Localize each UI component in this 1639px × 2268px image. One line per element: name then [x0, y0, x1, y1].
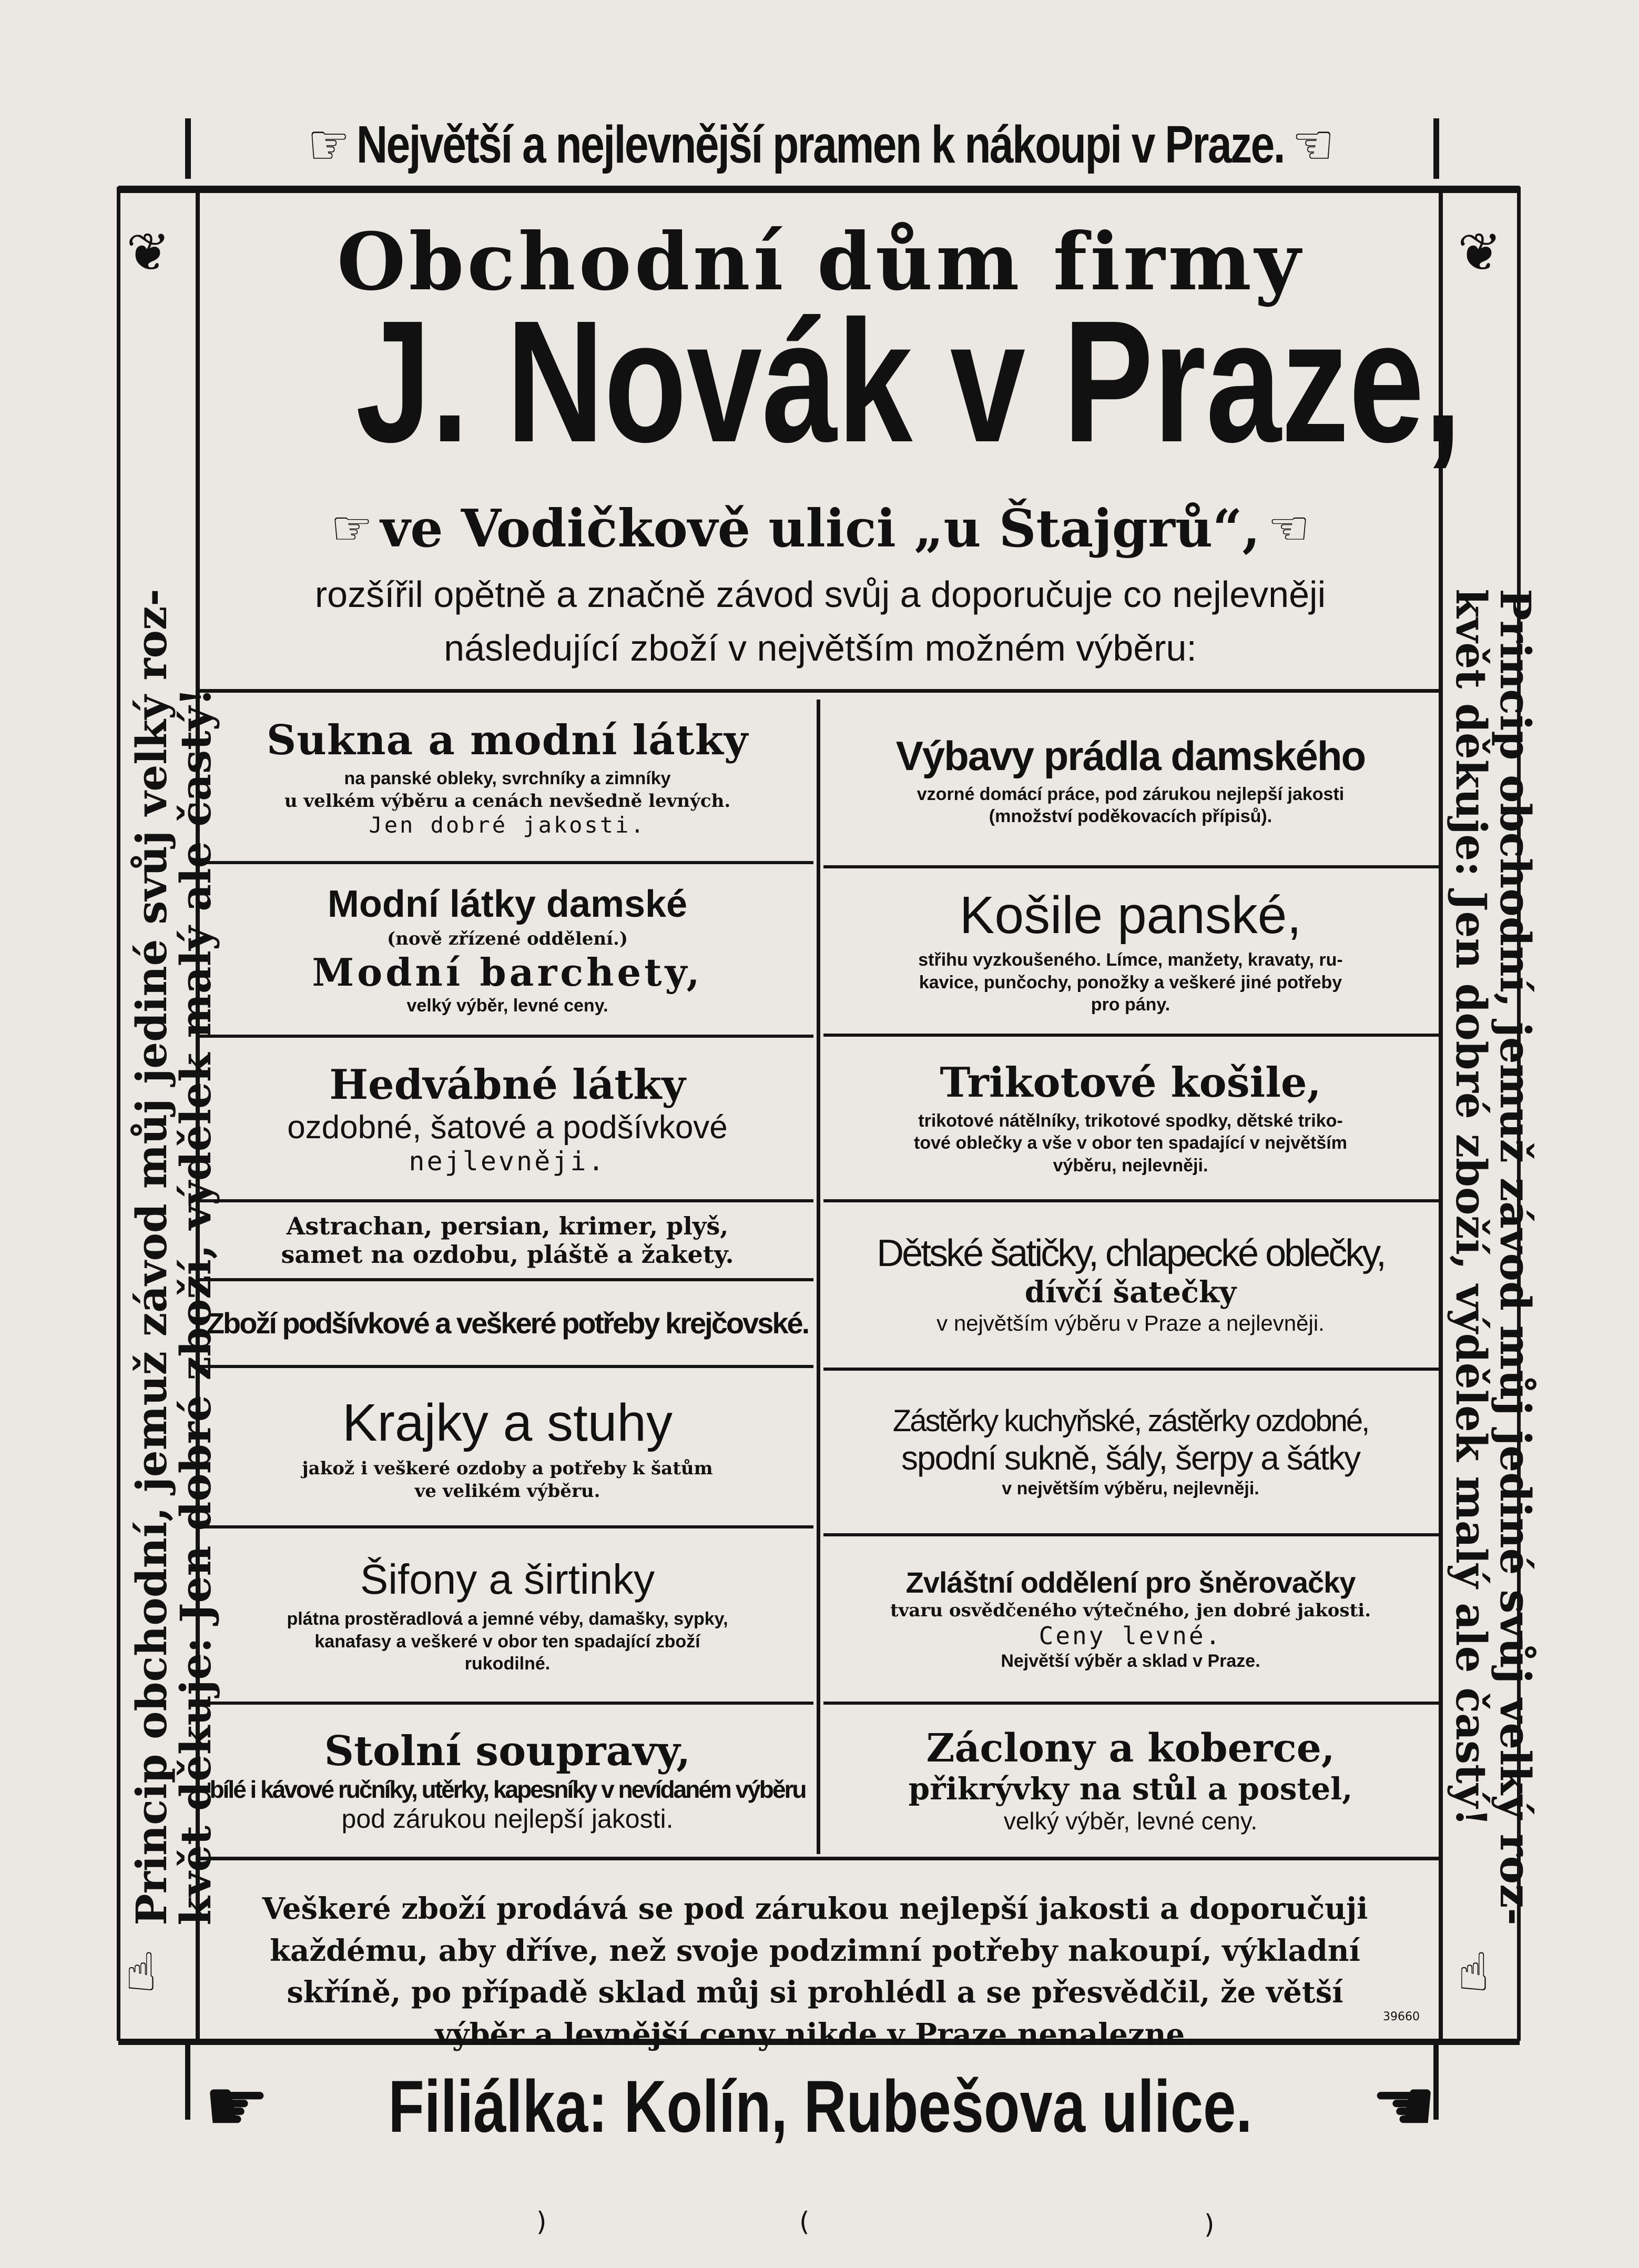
- left-rule-6: [196, 1525, 813, 1528]
- bottom-banner: [200, 2063, 1441, 2149]
- cell-line: tvaru osvědčeného výtečného, jen dobré jakosti.: [890, 1599, 1371, 1621]
- firm-name-text: J. Novák v Praze,: [355, 284, 1462, 478]
- cell-title-2: Ceny levné.: [1039, 1622, 1223, 1650]
- cell-tail: v největším výběru, nejlevněji.: [1002, 1479, 1259, 1499]
- pointing-hand-right-icon: ☛: [203, 2063, 270, 2149]
- cell-line: kanafasy a veškeré v obor ten spadající zboží: [314, 1631, 700, 1652]
- left-rule-3: [196, 1199, 813, 1202]
- frame-bottom-left-vbar: [185, 2043, 190, 2120]
- right-cell-zaclony: [826, 1707, 1436, 1854]
- left-cell-sukna: [202, 697, 812, 857]
- footer-line-2: každému, aby dříve, než svoje podzimní potřeby nakoupí, výkladní: [270, 1933, 1360, 1968]
- pointing-hand-left-icon: ☜: [1291, 111, 1333, 178]
- firm-heading: Obchodní dům firmy: [337, 216, 1304, 308]
- cell-title: Modní látky damské: [327, 883, 688, 925]
- right-rule-6: [823, 1702, 1439, 1705]
- left-rule-1: [196, 861, 813, 864]
- cell-title: Šifony a širtinky: [360, 1556, 655, 1603]
- right-cell-kosile-panske: [826, 870, 1436, 1031]
- frame-rule-top: [118, 186, 1520, 193]
- cell-line: trikotové nátělníky, trikotové spodky, dětské triko-: [918, 1110, 1343, 1131]
- cell-line: výběru, nejlevněji.: [1053, 1155, 1208, 1176]
- cell-line: vzorné domácí práce, pod zárukou nejlepší jakosti: [917, 784, 1345, 804]
- cell-line: střihu vyzkoušeného. Límce, manžety, kravaty, ru-: [918, 950, 1343, 970]
- side-slogan-right: [1449, 589, 1538, 1925]
- cell-title: Zvláštní oddělení pro šněrovačky: [905, 1565, 1356, 1599]
- cell-line: plátna prostěradlová a jemné véby, damašky, sypky,: [287, 1609, 728, 1629]
- cell-line: (nově zřízené oddělení.): [387, 928, 628, 949]
- cell-tail: pod zárukou nejlepší jakosti.: [341, 1804, 674, 1834]
- intro-line-1: rozšířil opětně a značně závod svůj a doporučuje co nejlevněji: [314, 574, 1326, 615]
- pointing-hand-up-icon: ☝: [125, 1941, 157, 2003]
- pointing-hand-right-icon: ☞: [330, 501, 373, 556]
- intro-line-2: následující zboží v největším možném výběru:: [444, 627, 1197, 669]
- intro-text: [221, 568, 1420, 675]
- print-mark: ): [1204, 2209, 1215, 2240]
- cell-tail: Největší výběr a sklad v Praze.: [1001, 1651, 1260, 1671]
- left-cell-zbozi-podsivkove: [202, 1283, 812, 1362]
- right-rule-1: [823, 865, 1439, 868]
- frame-top-right-vbar: [1433, 118, 1439, 179]
- cell-title: Stolní soupravy,: [324, 1727, 691, 1775]
- cell-title-2: přikrývky na stůl a postel,: [908, 1771, 1353, 1807]
- cell-title-2: samet na ozdobu, pláště a žakety.: [281, 1240, 734, 1269]
- right-cell-zasterky: [826, 1373, 1436, 1531]
- cell-title: Astrachan, persian, krimer, plyš,: [286, 1212, 729, 1240]
- print-mark: (: [799, 2206, 810, 2237]
- side-slogan-right-line-1: Princip obchodní, jemuž závod můj jediné svůj velký roz-: [1491, 589, 1540, 1926]
- cell-title: Krajky a stuhy: [342, 1393, 673, 1452]
- cell-line: (množství poděkovacích přípisů).: [989, 806, 1272, 826]
- bottom-banner-text: Filiálka: Kolín, Rubešova ulice.: [388, 2065, 1253, 2148]
- left-rule-2: [196, 1035, 813, 1038]
- right-rule-2: [823, 1034, 1439, 1037]
- cell-title: Hedvábné látky: [329, 1061, 686, 1109]
- top-banner: [307, 111, 1333, 178]
- ornament-icon: ❦: [126, 221, 170, 283]
- side-slogan-left-line-2: květ děkuje: Jen dobré zboží, výdělek malý ale častý!: [171, 687, 220, 1926]
- cell-title: Zboží podšívkové a veškeré potřeby krejčovské.: [206, 1306, 809, 1340]
- footer-paragraph: [226, 1888, 1404, 2056]
- pointing-hand-right-icon: ☞: [307, 111, 349, 178]
- frame-top-left-vbar: [185, 118, 191, 179]
- cell-line: rukodilné.: [464, 1654, 551, 1674]
- left-rule-4: [196, 1278, 813, 1281]
- pointing-hand-left-icon: ☚: [1370, 2063, 1437, 2149]
- footer-line-1: Veškeré zboží prodává se pod zárukou nejlepší jakosti a doporučuji: [262, 1891, 1368, 1926]
- reference-number: 39660: [1383, 2010, 1420, 2023]
- left-cell-stolni: [202, 1707, 812, 1854]
- left-rule-7: [196, 1702, 813, 1705]
- cell-line: jakož i veškeré ozdoby a potřeby k šatům: [302, 1458, 713, 1479]
- cell-tail: velký výběr, levné ceny.: [1003, 1807, 1258, 1835]
- right-rule-3: [823, 1199, 1439, 1202]
- right-cell-snerovacky: [826, 1538, 1436, 1699]
- grid-center-divider: [817, 700, 820, 1854]
- firm-name: [200, 284, 1462, 478]
- frame-outer-left: [117, 187, 120, 2041]
- cell-tail: nejlevněji.: [409, 1146, 606, 1177]
- grid-top-rule: [196, 689, 1443, 693]
- right-cell-trikotove: [826, 1039, 1436, 1197]
- cell-title-2: dívčí šatečky: [1024, 1275, 1237, 1310]
- cell-title: Záclony a koberce,: [926, 1726, 1335, 1771]
- pointing-hand-up-icon: ☝: [1458, 1941, 1490, 2003]
- cell-title: Trikotové košile,: [940, 1058, 1321, 1107]
- cell-tail: velký výběr, levné ceny.: [406, 996, 608, 1016]
- cell-title-2: Modní barchety,: [312, 950, 703, 995]
- ornament-icon: ❦: [1458, 221, 1502, 283]
- right-rule-5: [823, 1533, 1439, 1536]
- cell-subtitle: bílé i kávové ručníky, utěrky, kapesníky v nevídaném výběru: [209, 1775, 806, 1803]
- left-cell-astrachan: [202, 1204, 812, 1276]
- cell-tail: v největším výběru v Praze a nejlevněji.: [936, 1311, 1325, 1336]
- cell-line: kavice, punčochy, ponožky a veškeré jiné potřeby: [919, 972, 1342, 993]
- left-cell-hedvabne: [202, 1040, 812, 1197]
- address-line: [200, 494, 1441, 563]
- cell-subtitle: ozdobné, šatové a podšívkové: [287, 1109, 728, 1146]
- right-cell-detske: [826, 1204, 1436, 1365]
- cell-title: Sukna a modní látky: [266, 716, 749, 764]
- top-banner-text: Největší a nejlevnější pramen k nákoupi v Praze.: [356, 115, 1285, 174]
- print-mark: ): [536, 2206, 547, 2237]
- footer-line-4: výběr a levnější ceny nikde v Praze nenalezne.: [435, 2017, 1195, 2052]
- cell-title: Košile panské,: [959, 886, 1302, 945]
- side-slogan-left-line-1: Princip obchodní, jemuž závod můj jediné svůj velký roz-: [127, 589, 176, 1926]
- left-cell-modni-latky: [202, 867, 812, 1032]
- side-slogan-left: [129, 589, 218, 1925]
- right-rule-4: [823, 1368, 1439, 1371]
- side-slogan-right-line-2: květ děkuje: Jen dobré zboží, výdělek malý ale častý!: [1447, 589, 1496, 1827]
- left-rule-5: [196, 1365, 813, 1368]
- cell-title-2: spodní sukně, šály, šerpy a šátky: [901, 1439, 1360, 1477]
- cell-line: u velkém výběru a cenách nevšedně levných.: [284, 790, 731, 812]
- cell-tail: Jen dobré jakosti.: [369, 812, 646, 838]
- cell-title: Dětské šatičky, chlapecké oblečky,: [877, 1232, 1385, 1275]
- left-cell-krajky: [202, 1372, 812, 1523]
- footer-line-3: skříně, po případě sklad můj si prohlédl a se přesvědčil, že větší: [287, 1975, 1343, 2010]
- address-text: ve Vodičkově ulici „u Štajgrů“,: [380, 498, 1260, 559]
- pointing-hand-left-icon: ☜: [1267, 501, 1310, 556]
- cell-title: Výbavy prádla damského: [895, 732, 1366, 779]
- left-cell-sifony: [202, 1532, 812, 1699]
- grid-bottom-rule: [196, 1857, 1443, 1860]
- cell-title: Zástěrky kuchyňské, zástěrky ozdobné,: [892, 1404, 1369, 1439]
- cell-line: ve velikém výběru.: [414, 1480, 600, 1502]
- cell-line: pro pány.: [1091, 995, 1170, 1015]
- cell-line: na panské obleky, svrchníky a zimníky: [344, 768, 671, 788]
- right-cell-vybavy: [826, 697, 1436, 863]
- cell-line: tové oblečky a vše v obor ten spadající v největším: [914, 1133, 1347, 1153]
